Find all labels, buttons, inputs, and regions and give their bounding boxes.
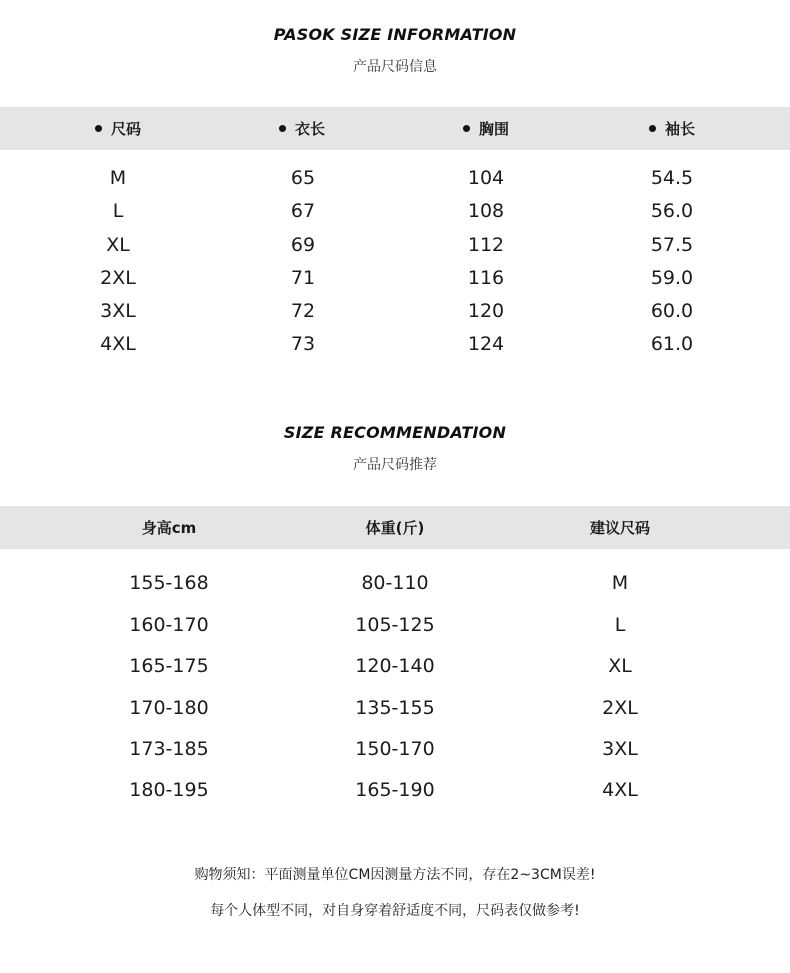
size-info-header-sleeve bbox=[592, 107, 752, 150]
table-cell: 2XL bbox=[602, 697, 638, 719]
size-info-header-size bbox=[38, 107, 198, 150]
table-cell: 155-168 bbox=[129, 572, 209, 594]
table-cell: 150-170 bbox=[355, 738, 435, 760]
size-info-title: PASOK SIZE INFORMATION bbox=[273, 25, 517, 44]
table-cell: 61.0 bbox=[650, 333, 694, 355]
table-cell: 3XL bbox=[602, 738, 638, 760]
size-rec-header-size: 建议尺码 bbox=[589, 519, 650, 537]
table-cell: 73 bbox=[290, 333, 316, 355]
table-cell: M bbox=[611, 572, 629, 594]
table-cell: M bbox=[109, 167, 127, 189]
table-cell: 170-180 bbox=[129, 697, 209, 719]
size-rec-header-height: 身高cm bbox=[141, 519, 197, 537]
size-info-header bbox=[0, 107, 790, 150]
table-cell: 57.5 bbox=[650, 234, 694, 256]
bullet-icon bbox=[463, 125, 470, 132]
table-cell: 165-175 bbox=[129, 655, 209, 677]
table-cell: 135-155 bbox=[355, 697, 435, 719]
table-cell: 72 bbox=[290, 300, 316, 322]
table-cell: XL bbox=[106, 234, 130, 256]
size-info-header-chest bbox=[406, 107, 566, 150]
table-cell: 124 bbox=[467, 333, 505, 355]
header-label: 尺码 bbox=[110, 120, 141, 138]
table-cell: 165-190 bbox=[355, 779, 435, 801]
table-cell: XL bbox=[608, 655, 632, 677]
table-cell: 116 bbox=[467, 267, 505, 289]
bullet-icon bbox=[279, 125, 286, 132]
table-cell: 69 bbox=[290, 234, 316, 256]
table-cell: 80-110 bbox=[361, 572, 429, 594]
table-cell: 173-185 bbox=[129, 738, 209, 760]
bullet-icon bbox=[649, 125, 656, 132]
table-cell: 56.0 bbox=[650, 200, 694, 222]
size-rec-header bbox=[0, 506, 790, 549]
shopping-note: 购物须知：平面测量单位CM因测量方法不同，存在2~3CM误差! bbox=[194, 867, 596, 883]
size-rec-subtitle: 产品尺码推荐 bbox=[353, 457, 437, 473]
table-cell: 160-170 bbox=[129, 614, 209, 636]
table-cell: 54.5 bbox=[650, 167, 694, 189]
table-cell: L bbox=[614, 614, 626, 636]
table-cell: 105-125 bbox=[355, 614, 435, 636]
table-cell: 2XL bbox=[100, 267, 136, 289]
table-cell: 71 bbox=[290, 267, 316, 289]
table-cell: 4XL bbox=[100, 333, 136, 355]
table-cell: 120-140 bbox=[355, 655, 435, 677]
table-cell: 108 bbox=[467, 200, 505, 222]
reference-note: 每个人体型不同，对自身穿着舒适度不同，尺码表仅做参考! bbox=[210, 903, 580, 919]
table-cell: 67 bbox=[290, 200, 316, 222]
header-label: 胸围 bbox=[478, 120, 509, 138]
table-cell: 112 bbox=[467, 234, 505, 256]
size-info-header-length bbox=[222, 107, 382, 150]
table-cell: 65 bbox=[290, 167, 316, 189]
size-rec-header-weight: 体重(斤) bbox=[365, 519, 425, 537]
table-cell: 60.0 bbox=[650, 300, 694, 322]
table-cell: 104 bbox=[467, 167, 505, 189]
table-cell: 180-195 bbox=[129, 779, 209, 801]
size-rec-title: SIZE RECOMMENDATION bbox=[283, 423, 507, 442]
bullet-icon bbox=[95, 125, 102, 132]
header-label: 衣长 bbox=[294, 120, 325, 138]
table-cell: 59.0 bbox=[650, 267, 694, 289]
size-info-subtitle: 产品尺码信息 bbox=[353, 59, 437, 75]
table-cell: 3XL bbox=[100, 300, 136, 322]
table-cell: L bbox=[112, 200, 124, 222]
table-cell: 120 bbox=[467, 300, 505, 322]
table-cell: 4XL bbox=[602, 779, 638, 801]
header-label: 袖长 bbox=[664, 120, 695, 138]
